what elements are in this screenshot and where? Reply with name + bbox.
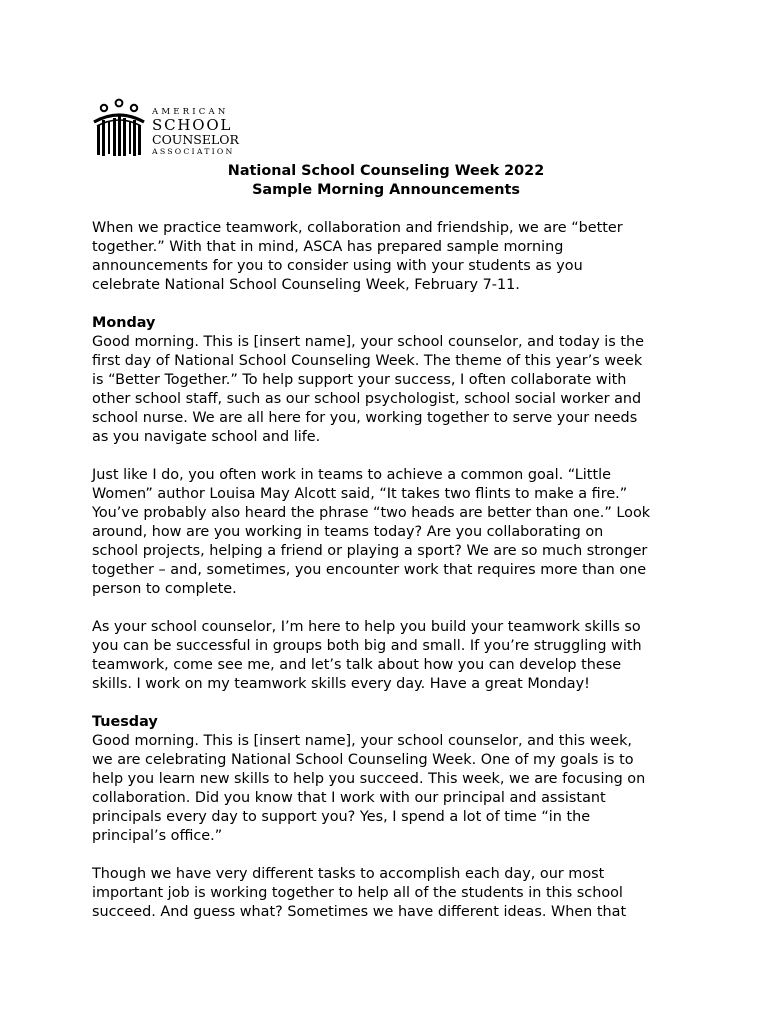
monday-paragraph-1 — [92, 333, 692, 447]
text-line: person to complete. — [92, 581, 237, 597]
section-heading-tuesday: Tuesday — [92, 714, 158, 730]
text-line: principal’s office.” — [92, 828, 223, 844]
text-line: announcements for you to consider using with your students as you — [92, 258, 583, 274]
logo-line-4: ASSOCIATION — [152, 147, 235, 156]
text-line: together.” With that in mind, ASCA has prepared sample morning — [92, 239, 564, 255]
document-title: National School Counseling Week 2022 — [227, 163, 545, 179]
text-line: teamwork, come see me, and let’s talk about how you can develop these — [92, 657, 622, 673]
text-line: succeed. And guess what? Sometimes we have different ideas. When that — [92, 904, 627, 920]
monday-paragraph-2 — [92, 466, 692, 599]
logo-line-2: SCHOOL — [152, 115, 233, 134]
text-line: When we practice teamwork, collaboration and friendship, we are “better — [92, 220, 623, 236]
logo-line-1: AMERICAN — [152, 107, 229, 117]
text-line: as you navigate school and life. — [92, 429, 321, 445]
asca-figures-icon — [92, 98, 150, 160]
text-line: school nurse. We are all here for you, working together to serve your needs — [92, 410, 638, 426]
text-line: principals every day to support you? Yes, I spend a lot of time “in the — [92, 809, 591, 825]
text-line: Good morning. This is [insert name], your school counselor, and this week, — [92, 733, 633, 749]
document-body — [92, 219, 692, 922]
logo-line-3: COUNSELOR — [152, 131, 239, 147]
text-line: celebrate National School Counseling Week, February 7-11. — [92, 277, 520, 293]
text-line: help you learn new skills to help you succeed. This week, we are focusing on — [92, 771, 646, 787]
text-line: As your school counselor, I’m here to help you build your teamwork skills so — [92, 619, 641, 635]
logo-wordmark — [152, 108, 239, 156]
text-line: collaboration. Did you know that I work with our principal and assistant — [92, 790, 606, 806]
text-line: other school staff, such as our school psychologist, school social worker and — [92, 391, 642, 407]
text-line: school projects, helping a friend or playing a sport? We are so much stronger — [92, 543, 648, 559]
text-line: important job is working together to help all of the students in this school — [92, 885, 623, 901]
intro-paragraph — [92, 219, 692, 295]
text-line: we are celebrating National School Counseling Week. One of my goals is to — [92, 752, 634, 768]
text-line: first day of National School Counseling Week. The theme of this year’s week — [92, 353, 643, 369]
text-line: around, how are you working in teams today? Are you collaborating on — [92, 524, 604, 540]
text-line: together – and, sometimes, you encounter work that requires more than one — [92, 562, 647, 578]
text-line: You’ve probably also heard the phrase “two heads are better than one.” Look — [92, 505, 651, 521]
document-heading — [0, 162, 770, 200]
section-heading-monday: Monday — [92, 315, 156, 331]
text-line: Just like I do, you often work in teams to achieve a common goal. “Little — [92, 467, 611, 483]
text-line: is “Better Together.” To help support your success, I often collaborate with — [92, 372, 627, 388]
text-line: skills. I work on my teamwork skills every day. Have a great Monday! — [92, 676, 590, 692]
tuesday-paragraph-1 — [92, 732, 692, 846]
text-line: you can be successful in groups both big and small. If you’re struggling with — [92, 638, 642, 654]
tuesday-paragraph-2 — [92, 865, 692, 922]
document-subtitle: Sample Morning Announcements — [252, 182, 520, 198]
text-line: Women” author Louisa May Alcott said, “It takes two flints to make a fire.” — [92, 486, 628, 502]
asca-logo — [92, 98, 252, 160]
monday-paragraph-3 — [92, 618, 692, 694]
text-line: Good morning. This is [insert name], your school counselor, and today is the — [92, 334, 644, 350]
text-line: Though we have very different tasks to accomplish each day, our most — [92, 866, 605, 882]
